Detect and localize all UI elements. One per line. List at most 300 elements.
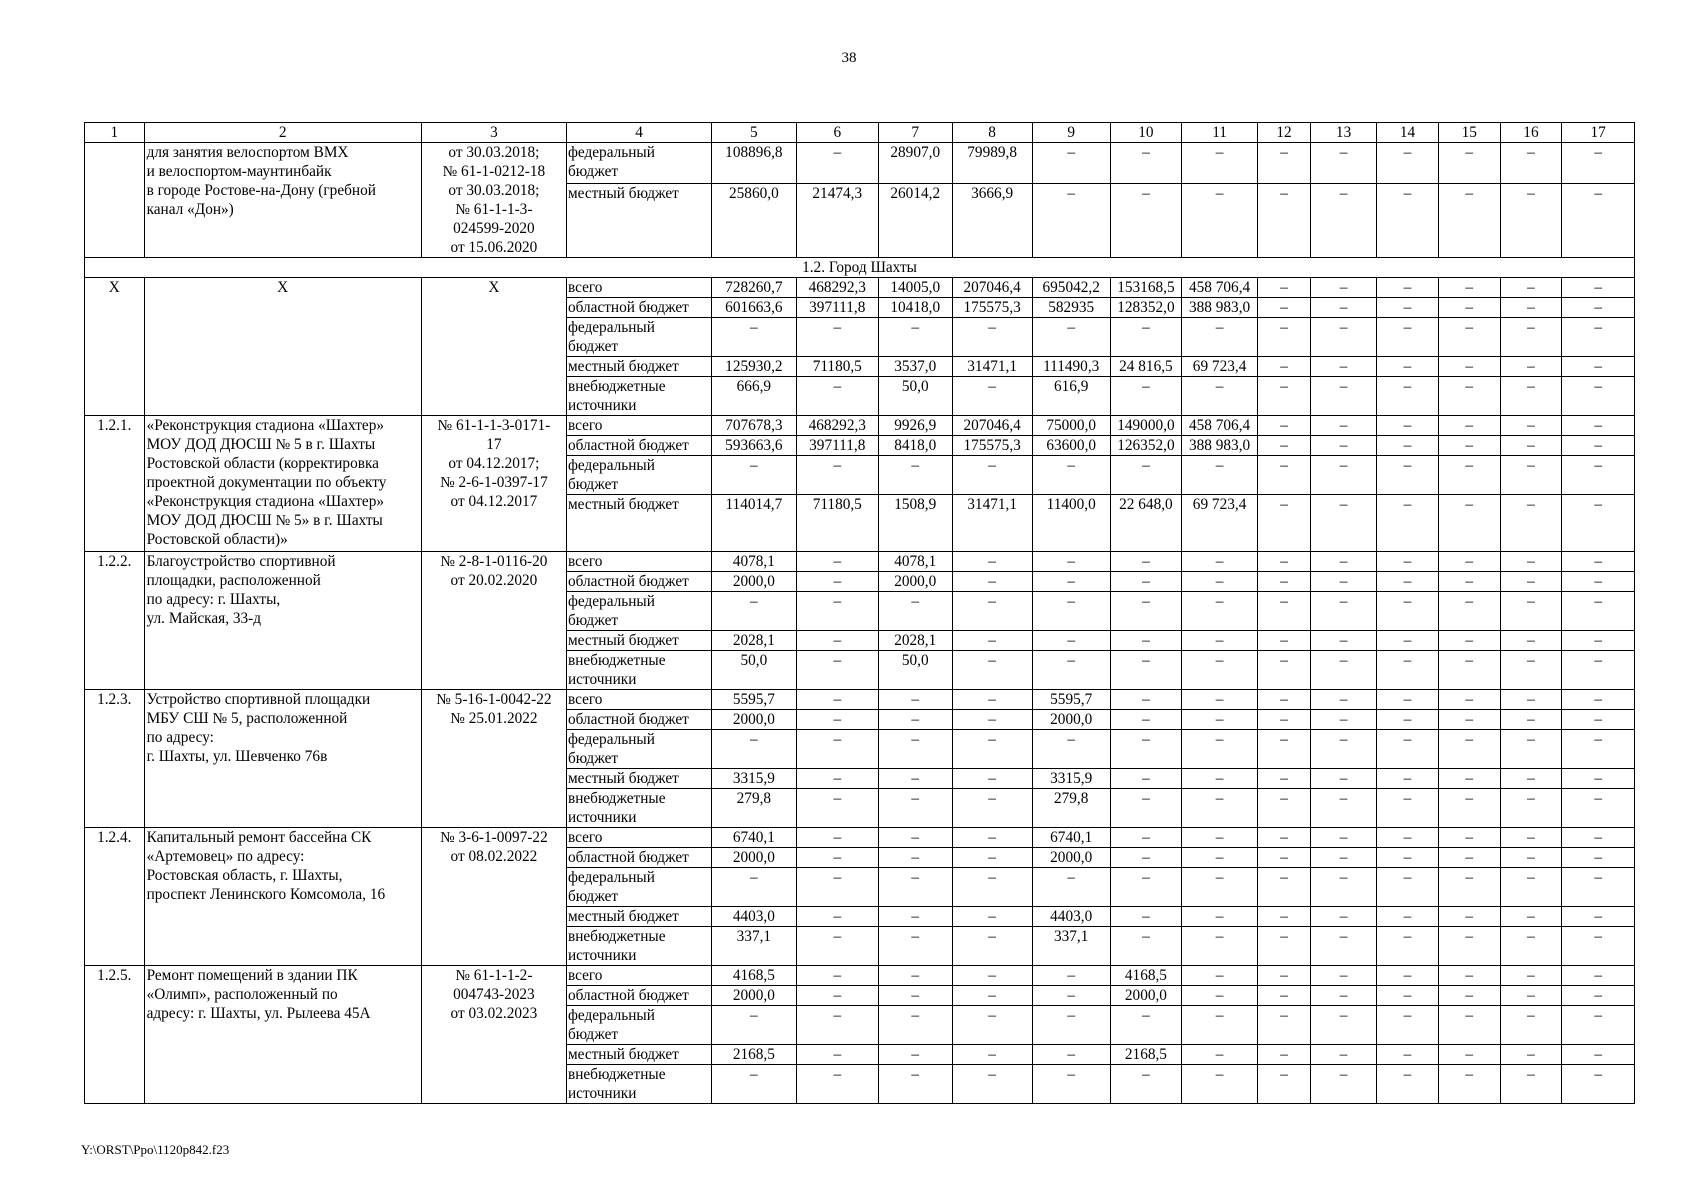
value-cell: – (1377, 631, 1439, 651)
value-cell: – (1562, 986, 1635, 1006)
value-cell: – (796, 572, 878, 592)
value-cell: 695042,2 (1032, 278, 1110, 298)
value-cell: 2000,0 (712, 848, 796, 868)
value-cell: – (1257, 357, 1310, 377)
item-number: 1.2.2. (85, 552, 145, 690)
value-cell: – (1110, 1065, 1181, 1104)
value-cell: 728260,7 (712, 278, 796, 298)
value-cell: – (1311, 651, 1377, 690)
column-header: 14 (1377, 123, 1439, 143)
item-document: № 61-1-1-3-0171- 17 от 04.12.2017; № 2-6-1-0397-17 от 04.12.2017 (421, 416, 566, 552)
page-number: 38 (841, 50, 857, 66)
value-cell: – (1311, 966, 1377, 986)
value-cell: – (1311, 592, 1377, 631)
value-cell: – (1500, 456, 1562, 495)
funding-source: всего (566, 690, 711, 710)
value-cell: – (952, 631, 1032, 651)
value-cell: – (712, 318, 796, 357)
value-cell: – (1257, 651, 1310, 690)
value-cell: – (1500, 868, 1562, 907)
value-cell: – (1182, 966, 1258, 986)
value-cell: – (796, 1065, 878, 1104)
value-cell: – (1257, 868, 1310, 907)
value-cell: 1508,9 (878, 495, 952, 552)
value-cell: – (952, 572, 1032, 592)
column-header: 9 (1032, 123, 1110, 143)
value-cell: – (1257, 710, 1310, 730)
value-cell: 337,1 (712, 927, 796, 966)
value-cell: 11400,0 (1032, 495, 1110, 552)
value-cell: 2028,1 (878, 631, 952, 651)
value-cell: – (712, 1065, 796, 1104)
value-cell: – (1438, 986, 1500, 1006)
value-cell: 279,8 (1032, 789, 1110, 828)
value-cell: – (1257, 848, 1310, 868)
value-cell: – (1500, 1065, 1562, 1104)
value-cell: – (1377, 456, 1439, 495)
table-row (85, 278, 1635, 298)
value-cell: 388 983,0 (1182, 436, 1258, 456)
value-cell: – (1311, 416, 1377, 436)
item-number: 1.2.4. (85, 828, 145, 966)
value-cell: – (1562, 868, 1635, 907)
value-cell: – (1438, 278, 1500, 298)
value-cell: – (1311, 848, 1377, 868)
value-cell: – (796, 828, 878, 848)
value-cell: – (1438, 769, 1500, 789)
value-cell: – (1110, 868, 1181, 907)
value-cell: – (796, 651, 878, 690)
value-cell: – (1377, 828, 1439, 848)
section-title: 1.2. Город Шахты (85, 258, 1635, 278)
value-cell: 10418,0 (878, 298, 952, 318)
column-header: 10 (1110, 123, 1181, 143)
column-header: 12 (1257, 123, 1310, 143)
value-cell: – (1562, 357, 1635, 377)
value-cell: – (1500, 730, 1562, 769)
item-document: № 2-8-1-0116-20 от 20.02.2020 (421, 552, 566, 690)
value-cell: – (1182, 868, 1258, 907)
value-cell: 71180,5 (796, 495, 878, 552)
value-cell: – (1182, 1065, 1258, 1104)
value-cell: 149000,0 (1110, 416, 1181, 436)
value-cell: – (1032, 1065, 1110, 1104)
value-cell: – (1257, 298, 1310, 318)
value-cell: – (1377, 572, 1439, 592)
value-cell: – (1032, 318, 1110, 357)
value-cell: – (1257, 631, 1310, 651)
value-cell: – (1032, 966, 1110, 986)
value-cell: – (1032, 552, 1110, 572)
value-cell: – (1500, 631, 1562, 651)
value-cell: 3315,9 (712, 769, 796, 789)
value-cell: – (1438, 552, 1500, 572)
value-cell: – (796, 1045, 878, 1065)
value-cell: – (1377, 416, 1439, 436)
value-cell: – (1257, 495, 1310, 552)
value-cell: – (1311, 1006, 1377, 1045)
value-cell: – (1257, 552, 1310, 572)
value-cell: – (1562, 730, 1635, 769)
value-cell: – (1110, 552, 1181, 572)
value-cell: 50,0 (878, 651, 952, 690)
item-document: Х (421, 278, 566, 416)
value-cell: – (1438, 1006, 1500, 1045)
value-cell: – (1500, 828, 1562, 848)
value-cell: – (1110, 651, 1181, 690)
value-cell: 2000,0 (712, 710, 796, 730)
item-name: Капитальный ремонт бассейна СК «Артемовец» по адресу: Ростовская область, г. Шахты, проспект Ленинского Комсомола, 16 (144, 828, 421, 966)
value-cell: 388 983,0 (1182, 298, 1258, 318)
value-cell: – (1562, 690, 1635, 710)
value-cell: 2168,5 (712, 1045, 796, 1065)
value-cell: – (712, 730, 796, 769)
budget-table-container (84, 122, 1635, 1104)
value-cell: – (1311, 143, 1377, 184)
value-cell: – (1562, 318, 1635, 357)
value-cell: 397111,8 (796, 436, 878, 456)
funding-source: внебюджетные источники (566, 651, 711, 690)
value-cell: – (1377, 651, 1439, 690)
value-cell: – (796, 710, 878, 730)
value-cell: – (878, 789, 952, 828)
value-cell: – (1182, 769, 1258, 789)
value-cell: – (1438, 377, 1500, 416)
value-cell: – (1377, 278, 1439, 298)
value-cell: – (1377, 183, 1439, 257)
value-cell: – (1311, 631, 1377, 651)
value-cell: – (1032, 572, 1110, 592)
value-cell: – (1562, 278, 1635, 298)
value-cell: 666,9 (712, 377, 796, 416)
value-cell: – (1182, 592, 1258, 631)
value-cell: – (1257, 416, 1310, 436)
item-name: Устройство спортивной площадки МБУ СШ № 5, расположенной по адресу: г. Шахты, ул. Шевченко 76в (144, 690, 421, 828)
value-cell: – (1311, 456, 1377, 495)
column-header: 2 (144, 123, 421, 143)
value-cell: – (1182, 927, 1258, 966)
item-document: № 5-16-1-0042-22 № 25.01.2022 (421, 690, 566, 828)
value-cell: – (1182, 143, 1258, 184)
value-cell: 75000,0 (1032, 416, 1110, 436)
funding-source: местный бюджет (566, 1045, 711, 1065)
value-cell: – (1311, 710, 1377, 730)
value-cell: – (1257, 730, 1310, 769)
value-cell: 582935 (1032, 298, 1110, 318)
value-cell: 71180,5 (796, 357, 878, 377)
value-cell: – (796, 143, 878, 184)
value-cell: – (952, 377, 1032, 416)
column-header: 5 (712, 123, 796, 143)
value-cell: – (1110, 848, 1181, 868)
value-cell: – (1257, 986, 1310, 1006)
value-cell: 4168,5 (1110, 966, 1181, 986)
value-cell: – (1500, 495, 1562, 552)
value-cell: – (1110, 1006, 1181, 1045)
value-cell: 128352,0 (1110, 298, 1181, 318)
value-cell: – (1562, 651, 1635, 690)
value-cell: – (1500, 848, 1562, 868)
value-cell: – (1377, 552, 1439, 572)
value-cell: 601663,6 (712, 298, 796, 318)
value-cell: – (1182, 789, 1258, 828)
value-cell: – (878, 868, 952, 907)
value-cell: – (1311, 769, 1377, 789)
budget-table (84, 122, 1635, 1104)
value-cell: – (1257, 436, 1310, 456)
value-cell: 50,0 (878, 377, 952, 416)
value-cell: – (1438, 416, 1500, 436)
value-cell: – (1377, 710, 1439, 730)
item-name: «Реконструкция стадиона «Шахтер» МОУ ДОД ДЮСШ № 5 в г. Шахты Ростовской области (корректировка проектной документации по объекту «Реконструкция стадиона «Шахтер» МОУ ДОД ДЮСШ № 5» в г. Шахты Ростовской области)» (144, 416, 421, 552)
value-cell: – (1377, 730, 1439, 769)
value-cell: – (1438, 436, 1500, 456)
value-cell: – (1562, 495, 1635, 552)
value-cell: – (952, 769, 1032, 789)
value-cell: – (878, 318, 952, 357)
value-cell: 2000,0 (712, 986, 796, 1006)
value-cell: 2168,5 (1110, 1045, 1181, 1065)
value-cell: – (796, 456, 878, 495)
value-cell: 468292,3 (796, 278, 878, 298)
value-cell: – (1182, 651, 1258, 690)
funding-source: федеральный бюджет (566, 143, 711, 184)
value-cell: – (796, 769, 878, 789)
value-cell: – (1500, 318, 1562, 357)
value-cell: – (1032, 183, 1110, 257)
value-cell: – (712, 1006, 796, 1045)
value-cell: 2028,1 (712, 631, 796, 651)
value-cell: – (1377, 1065, 1439, 1104)
column-header: 17 (1562, 123, 1635, 143)
value-cell: – (1311, 436, 1377, 456)
value-cell: – (952, 789, 1032, 828)
value-cell: – (1311, 789, 1377, 828)
value-cell: – (796, 730, 878, 769)
value-cell: – (1438, 495, 1500, 552)
value-cell: – (796, 690, 878, 710)
funding-source: федеральный бюджет (566, 1006, 711, 1045)
value-cell: – (1438, 357, 1500, 377)
value-cell: – (1500, 986, 1562, 1006)
value-cell: 5595,7 (1032, 690, 1110, 710)
value-cell: – (1257, 1006, 1310, 1045)
value-cell: 108896,8 (712, 143, 796, 184)
value-cell: – (796, 552, 878, 572)
value-cell: – (1257, 143, 1310, 184)
value-cell: – (1182, 572, 1258, 592)
funding-source: областной бюджет (566, 572, 711, 592)
value-cell: – (796, 868, 878, 907)
table-row (85, 828, 1635, 848)
value-cell: – (878, 1065, 952, 1104)
funding-source: федеральный бюджет (566, 318, 711, 357)
value-cell: – (952, 868, 1032, 907)
value-cell: – (1110, 710, 1181, 730)
table-row (85, 552, 1635, 572)
value-cell: 14005,0 (878, 278, 952, 298)
value-cell: – (1182, 690, 1258, 710)
funding-source: внебюджетные источники (566, 377, 711, 416)
value-cell: – (952, 986, 1032, 1006)
funding-source: областной бюджет (566, 298, 711, 318)
value-cell: – (1257, 183, 1310, 257)
value-cell: – (1257, 456, 1310, 495)
value-cell: – (796, 907, 878, 927)
value-cell: – (796, 789, 878, 828)
value-cell: – (1311, 298, 1377, 318)
value-cell: 279,8 (712, 789, 796, 828)
value-cell: – (1032, 592, 1110, 631)
value-cell: – (1562, 143, 1635, 184)
value-cell: – (952, 1006, 1032, 1045)
value-cell: – (1500, 966, 1562, 986)
value-cell: – (878, 456, 952, 495)
value-cell: 2000,0 (1110, 986, 1181, 1006)
value-cell: – (1257, 927, 1310, 966)
value-cell: – (1182, 1045, 1258, 1065)
value-cell: – (1562, 592, 1635, 631)
funding-source: федеральный бюджет (566, 730, 711, 769)
value-cell: – (1438, 927, 1500, 966)
value-cell: 2000,0 (1032, 848, 1110, 868)
value-cell: – (952, 848, 1032, 868)
value-cell: 397111,8 (796, 298, 878, 318)
value-cell: – (1500, 789, 1562, 828)
value-cell: – (1257, 789, 1310, 828)
value-cell: 4403,0 (712, 907, 796, 927)
value-cell: – (1438, 690, 1500, 710)
value-cell: 593663,6 (712, 436, 796, 456)
value-cell: – (1377, 377, 1439, 416)
value-cell: – (1257, 592, 1310, 631)
value-cell: – (1500, 298, 1562, 318)
value-cell: – (952, 907, 1032, 927)
value-cell: – (1377, 907, 1439, 927)
value-cell: – (1311, 278, 1377, 298)
funding-source: федеральный бюджет (566, 592, 711, 631)
value-cell: – (796, 377, 878, 416)
value-cell: – (1438, 907, 1500, 927)
value-cell: – (1257, 769, 1310, 789)
value-cell: – (1438, 1045, 1500, 1065)
value-cell: – (878, 769, 952, 789)
value-cell: – (1032, 986, 1110, 1006)
value-cell: – (1377, 298, 1439, 318)
value-cell: – (1257, 377, 1310, 416)
value-cell: 207046,4 (952, 416, 1032, 436)
value-cell: – (1032, 456, 1110, 495)
value-cell: – (1562, 456, 1635, 495)
value-cell: – (1562, 907, 1635, 927)
value-cell: 458 706,4 (1182, 416, 1258, 436)
item-number: 1.2.5. (85, 966, 145, 1104)
item-number: 1.2.3. (85, 690, 145, 828)
value-cell: – (1500, 1045, 1562, 1065)
value-cell: – (1500, 552, 1562, 572)
value-cell: – (1182, 183, 1258, 257)
value-cell: – (952, 710, 1032, 730)
item-document: № 61-1-1-2- 004743-2023 от 03.02.2023 (421, 966, 566, 1104)
funding-source: местный бюджет (566, 907, 711, 927)
value-cell: – (1182, 828, 1258, 848)
value-cell: – (1562, 298, 1635, 318)
value-cell: – (1500, 278, 1562, 298)
value-cell: 4403,0 (1032, 907, 1110, 927)
value-cell: – (1377, 927, 1439, 966)
funding-source: всего (566, 278, 711, 298)
value-cell: – (1311, 377, 1377, 416)
item-number: Х (85, 278, 145, 416)
item-document: № 3-6-1-0097-22 от 08.02.2022 (421, 828, 566, 966)
value-cell: – (952, 592, 1032, 631)
value-cell: – (1562, 552, 1635, 572)
value-cell: – (1377, 1045, 1439, 1065)
value-cell: – (1110, 907, 1181, 927)
value-cell: – (1377, 769, 1439, 789)
value-cell: – (1438, 789, 1500, 828)
value-cell: 69 723,4 (1182, 495, 1258, 552)
value-cell: – (712, 592, 796, 631)
value-cell: – (1438, 456, 1500, 495)
value-cell: – (878, 1006, 952, 1045)
value-cell: – (796, 848, 878, 868)
value-cell: – (1438, 631, 1500, 651)
value-cell: – (1500, 927, 1562, 966)
value-cell: – (1500, 769, 1562, 789)
file-path-footer: Y:\ORST\Ppo\1120p842.f23 (81, 1142, 230, 1157)
table-row (85, 966, 1635, 986)
table-row (85, 416, 1635, 436)
column-header: 15 (1438, 123, 1500, 143)
funding-source: местный бюджет (566, 495, 711, 552)
value-cell: 337,1 (1032, 927, 1110, 966)
value-cell: 4078,1 (712, 552, 796, 572)
value-cell: – (1377, 690, 1439, 710)
column-header: 1 (85, 123, 145, 143)
value-cell: – (1257, 1045, 1310, 1065)
section-row (85, 258, 1635, 278)
value-cell: – (1311, 907, 1377, 927)
value-cell: – (1311, 927, 1377, 966)
value-cell: – (1032, 730, 1110, 769)
value-cell: – (1182, 986, 1258, 1006)
value-cell: – (1438, 183, 1500, 257)
value-cell: – (952, 927, 1032, 966)
item-number: 1.2.1. (85, 416, 145, 552)
value-cell: – (1377, 966, 1439, 986)
funding-source: всего (566, 966, 711, 986)
value-cell: – (1257, 572, 1310, 592)
value-cell: – (1438, 318, 1500, 357)
value-cell: – (796, 966, 878, 986)
value-cell: – (1377, 357, 1439, 377)
value-cell: – (1377, 495, 1439, 552)
value-cell: – (1500, 651, 1562, 690)
column-header: 7 (878, 123, 952, 143)
value-cell: – (1500, 710, 1562, 730)
item-number (85, 143, 145, 258)
value-cell: – (878, 828, 952, 848)
value-cell: – (1110, 769, 1181, 789)
item-name: Благоустройство спортивной площадки, расположенной по адресу: г. Шахты, ул. Майская, 33-д (144, 552, 421, 690)
value-cell: – (878, 690, 952, 710)
funding-source: федеральный бюджет (566, 456, 711, 495)
funding-source: внебюджетные источники (566, 1065, 711, 1104)
value-cell: – (1377, 986, 1439, 1006)
value-cell: – (1438, 710, 1500, 730)
value-cell: 24 816,5 (1110, 357, 1181, 377)
